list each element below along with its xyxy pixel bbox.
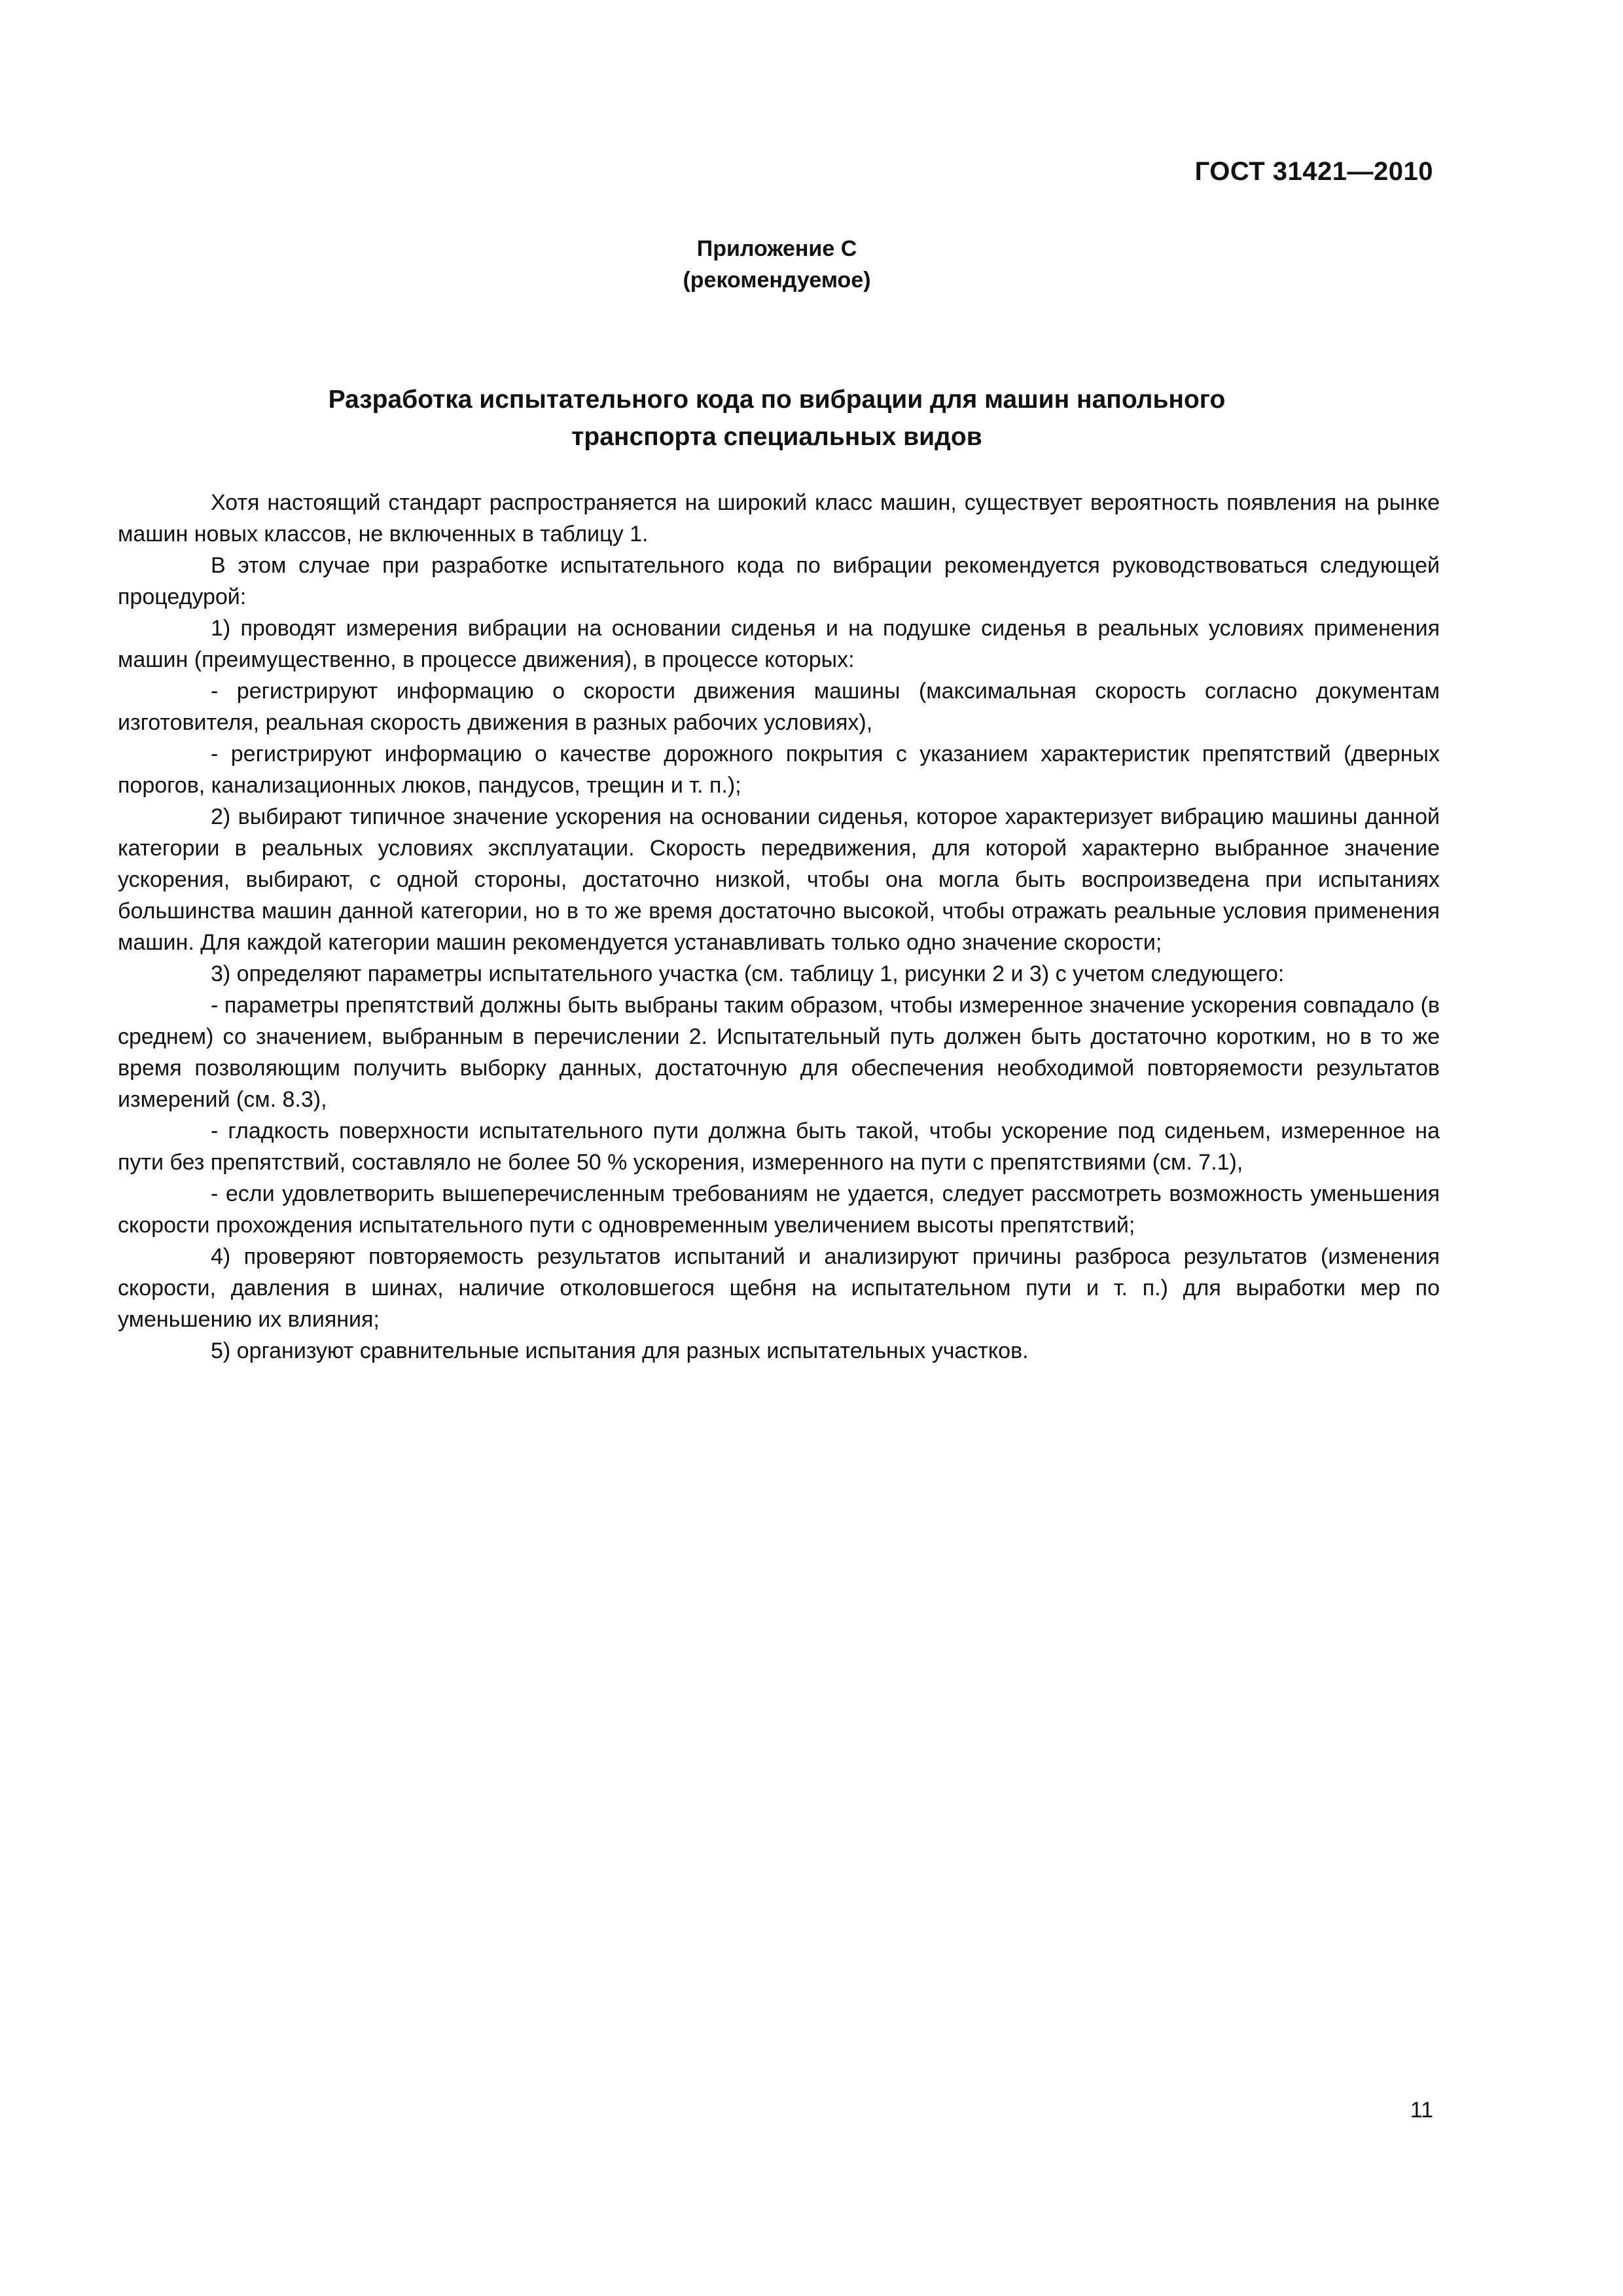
section-title-line-1: Разработка испытательного кода по вибрации для машин напольного [328,386,1226,414]
appendix-label: Приложение С [696,236,857,261]
list-subitem-surface: - регистрируют информацию о качестве дорожного покрытия с указанием характеристик препятствий (дверных порогов, канализационных люков, пандусов, трещин и т. п.); [118,742,1440,798]
list-subitem-speed: - регистрируют информацию о скорости движения машины (максимальная скорость согласно документам изготовителя, реальная скорость движения в разных рабочих условиях), [118,679,1440,735]
section-title [0,381,1554,456]
list-item-1: 1) проводят измерения вибрации на основании сиденья и на подушке сиденья в реальных условиях применения машин (преимущественно, в процессе движения), в процессе которых: [118,616,1440,672]
list-item-2: 2) выбирают типичное значение ускорения на основании сиденья, которое характеризует вибрацию машины данной категории в реальных условиях эксплуатации. Скорость передвижения, для которой характерно выбранное значение ускорения, выбирают, с одной стороны, достаточно низкой, чтобы она могла быть воспроизведена при испытаниях большинства машин данной категории, но в то же время достаточно высокой, чтобы отражать реальные условия применения машин. Для каждой категории машин рекомендуется устанавливать только одно значение скорости; [118,804,1440,955]
list-subitem-obstacles: - параметры препятствий должны быть выбраны таким образом, чтобы измеренное значение ускорения совпадало (в среднем) со значением, выбранным в перечислении 2. Испытательный путь должен быть достаточно коротким, но в то же время позволяющим получить выборку данных, достаточную для обеспечения необходимой повторяемости результатов измерений (см. 8.3), [118,993,1440,1112]
page-number: 11 [1410,2098,1433,2123]
appendix-heading [0,233,1554,296]
document-id: ГОСТ 31421—2010 [1194,157,1433,186]
section-title-line-2: транспорта специальных видов [571,423,982,451]
body-text [118,487,1440,1367]
paragraph-procedure: В этом случае при разработке испытательного кода по вибрации рекомендуется руководствоваться следующей процедурой: [118,553,1440,609]
appendix-status: (рекомендуемое) [683,268,871,293]
list-item-4: 4) проверяют повторяемость результатов испытаний и анализируют причины разброса результатов (изменения скорости, давления в шинах, наличие отколовшегося щебня на испытательном пути и т. п.) для выработки мер по уменьшению их влияния; [118,1244,1440,1332]
paragraph-intro: Хотя настоящий стандарт распространяется на широкий класс машин, существует вероятность появления на рынке машин новых классов, не включенных в таблицу 1. [118,490,1440,547]
list-subitem-smoothness: - гладкость поверхности испытательного пути должна быть такой, чтобы ускорение под сиденьем, измеренное на пути без препятствий, составляло не более 50 % ускорения, измеренного на пути с препятствиями (см. 7.1), [118,1119,1440,1175]
list-item-3: 3) определяют параметры испытательного участка (см. таблицу 1, рисунки 2 и 3) с учетом следующего: [211,961,1285,986]
list-subitem-fallback: - если удовлетворить вышеперечисленным требованиям не удается, следует рассмотреть возможность уменьшения скорости прохождения испытательного пути с одновременным увеличением высоты препятствий; [118,1181,1440,1238]
list-item-5: 5) организуют сравнительные испытания для разных испытательных участков. [211,1338,1029,1363]
